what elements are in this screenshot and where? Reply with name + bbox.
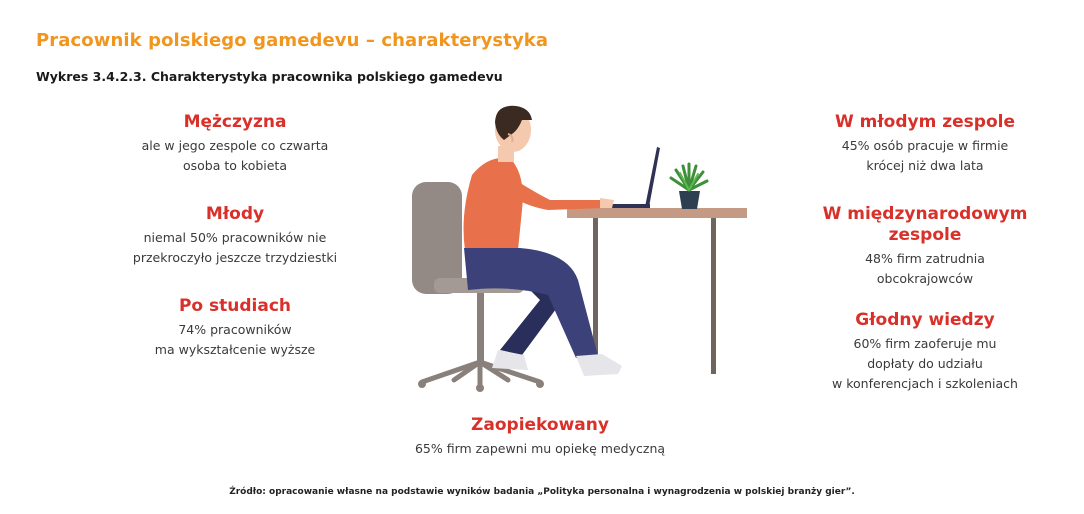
trait-desc-line: obcokrajowców bbox=[876, 271, 974, 286]
source-note: Źródło: opracowanie własne na podstawie wyników badania „Polityka personalna i wynagrodzenia w polskiej branży gier”. bbox=[229, 487, 855, 497]
developer-illustration bbox=[400, 100, 760, 400]
trait-desc-line: dopłaty do udziału bbox=[867, 356, 983, 371]
trait-title: W międzynarodowym bbox=[822, 204, 1028, 224]
person-head bbox=[495, 106, 532, 162]
trait-international-team bbox=[800, 204, 1050, 289]
person-torso bbox=[464, 158, 614, 250]
trait-desc-line: 48% firm zatrudnia bbox=[865, 251, 985, 266]
page-title: Pracownik polskiego gamedevu – charakterystyka bbox=[36, 30, 549, 51]
laptop-icon bbox=[600, 147, 660, 208]
trait-title: Głodny wiedzy bbox=[855, 310, 995, 330]
trait-desc-line: 60% firm zaoferuje mu bbox=[853, 336, 997, 351]
trait-title: zespole bbox=[888, 225, 962, 245]
trait-title: Po studiach bbox=[178, 296, 292, 316]
trait-desc-line: niemal 50% pracowników nie bbox=[143, 230, 327, 245]
trait-knowledge-hungry bbox=[800, 310, 1050, 394]
trait-desc-line: 74% pracowników bbox=[178, 322, 292, 337]
trait-young bbox=[115, 204, 355, 268]
trait-title: Mężczyzna bbox=[183, 112, 287, 132]
trait-title: W młodym zespole bbox=[834, 112, 1015, 132]
trait-title: Młody bbox=[205, 204, 265, 224]
trait-desc-line: 65% firm zapewni mu opiekę medyczną bbox=[414, 441, 666, 456]
trait-desc-line: krócej niż dwa lata bbox=[866, 158, 984, 173]
trait-desc-line: osoba to kobieta bbox=[183, 158, 287, 173]
trait-graduate bbox=[115, 296, 355, 360]
trait-desc-line: 45% osób pracuje w firmie bbox=[841, 138, 1009, 153]
trait-young-team bbox=[800, 112, 1050, 176]
trait-desc-line: ale w jego zespole co czwarta bbox=[141, 138, 329, 153]
trait-desc-line: przekroczyło jeszcze trzydziestki bbox=[132, 250, 338, 265]
trait-title: Zaopiekowany bbox=[471, 415, 609, 435]
figure-caption: Wykres 3.4.2.3. Charakterystyka pracownika polskiego gamedevu bbox=[36, 69, 503, 84]
plant-icon bbox=[671, 164, 707, 209]
trait-desc-line: ma wykształcenie wyższe bbox=[154, 342, 316, 357]
trait-male bbox=[115, 112, 355, 176]
trait-cared-for bbox=[390, 415, 690, 459]
trait-desc-line: w konferencjach i szkoleniach bbox=[832, 376, 1018, 391]
